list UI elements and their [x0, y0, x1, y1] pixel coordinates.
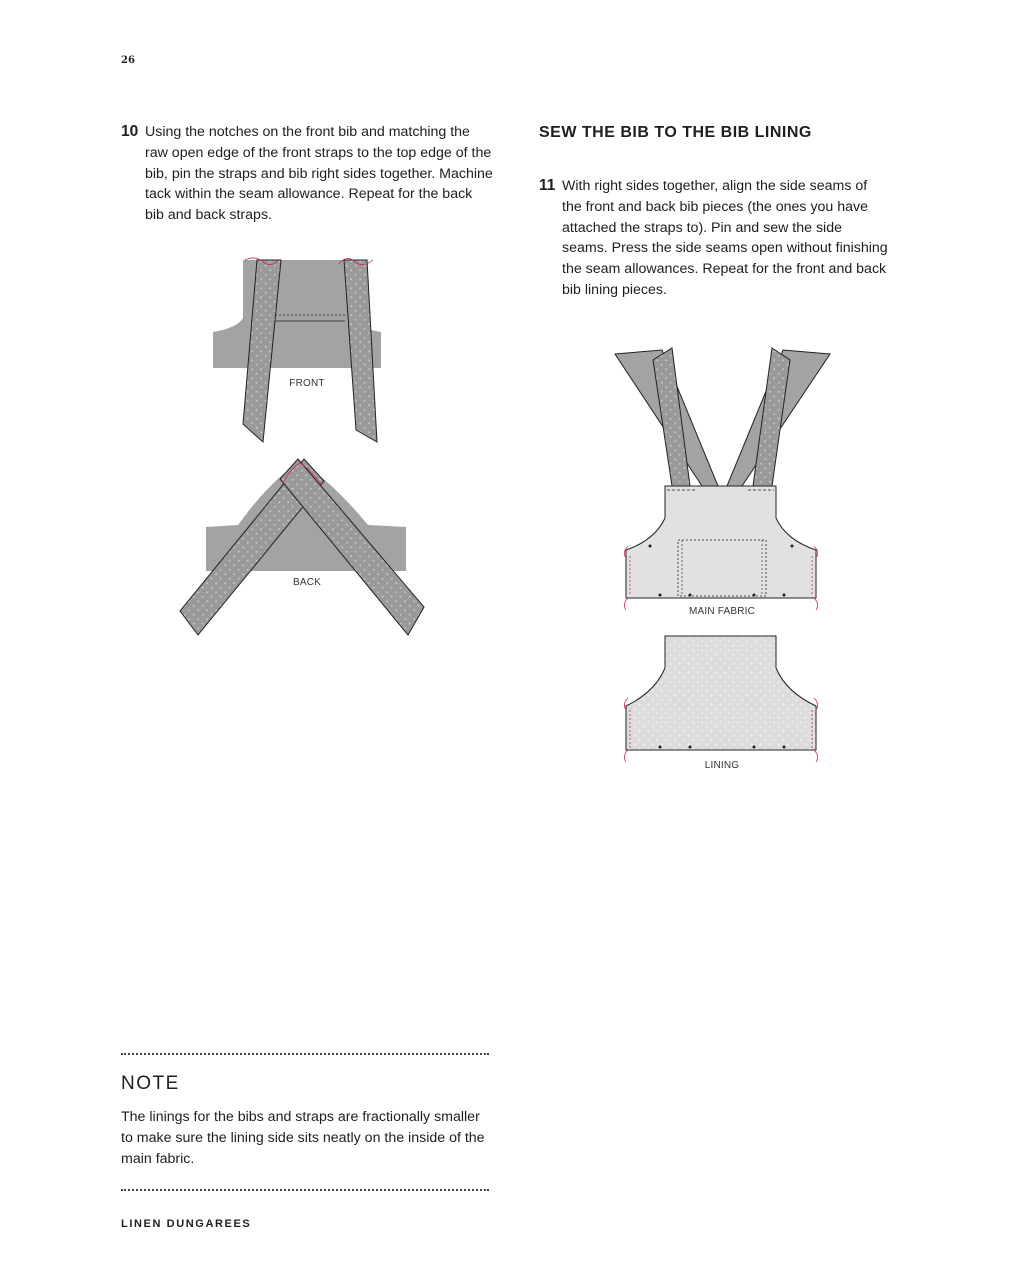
lining-label: LINING: [704, 760, 740, 771]
note-heading: NOTE: [121, 1073, 180, 1094]
pin-mark: [814, 750, 818, 762]
lining-diagram: [610, 630, 840, 780]
step-number: 11: [539, 177, 556, 194]
front-bib-diagram: [205, 250, 415, 450]
lining-bib-piece: [626, 636, 816, 750]
note-bottom-divider: [121, 1189, 489, 1191]
pin-mark: [624, 750, 628, 762]
step-number: 10: [121, 123, 139, 140]
pin-mark: [814, 598, 818, 610]
main-fabric-diagram: [610, 340, 840, 630]
pin-mark: [624, 598, 628, 610]
page-number: 26: [121, 55, 135, 66]
step-11: [539, 176, 889, 301]
step-text: Using the notches on the front bib and matching the raw open edge of the front straps to the top edge of the bib, pin the straps and bib right sides together. Machine tack within the seam allowance. Repeat for the back bib and back straps.: [145, 124, 493, 224]
main-bib-piece: [626, 486, 816, 598]
front-label: FRONT: [289, 378, 325, 389]
back-bib-diagram: [178, 455, 438, 645]
note-top-divider: [121, 1053, 489, 1055]
step-text: With right sides together, align the side seams of the front and back bib pieces (the ones you have attached the straps to). Pin and sew the side seams. Press the side seams open without finishing the seam allowances. Repeat for the front and back bib lining pieces.: [562, 178, 888, 298]
back-label: BACK: [292, 577, 322, 588]
step-10: [121, 122, 493, 226]
section-heading: SEW THE BIB TO THE BIB LINING: [539, 124, 812, 141]
main-fabric-label: MAIN FABRIC: [688, 606, 756, 617]
note-body: The linings for the bibs and straps are fractionally smaller to make sure the lining side sits neatly on the inside of the main fabric.: [121, 1109, 485, 1167]
footer-book-title: LINEN DUNGAREES: [121, 1218, 252, 1230]
